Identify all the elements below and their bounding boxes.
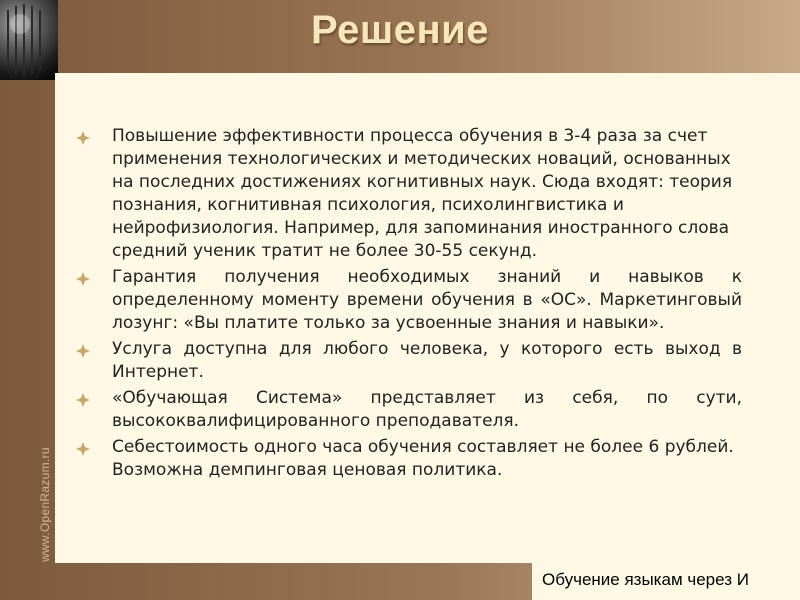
footer-panel [532, 563, 800, 600]
bullet-text: «Обучающая Система» представляет из себя, по сути, высококвалифицированного преподавателя. [112, 388, 742, 431]
list-item [76, 436, 742, 482]
diamond-bullet-icon [76, 272, 90, 286]
diamond-bullet-icon [76, 344, 90, 358]
slide-title: Решение [310, 8, 489, 52]
list-item [76, 338, 742, 384]
list-item [76, 266, 742, 335]
bullet-text: Повышение эффективности процесса обучения в 3-4 раза за счет применения технологических и методических новаций, основанных на последних достижениях когнитивных наук. Сюда входят: теория познания, когнитивная психология, психолингвистика и нейрофизиология. Например, для запоминания иностранного слова средний ученик тратит не более 30-55 секунд. [112, 126, 733, 261]
bullet-text: Услуга доступна для любого человека, у которого есть выход в Интернет. [112, 339, 742, 382]
list-item [76, 387, 742, 433]
footer-text: Обучение языкам через И [542, 570, 749, 589]
bullet-text: Себестоимость одного часа обучения составляет не более 6 рублей. Возможна демпинговая ценовая политика. [112, 437, 734, 480]
watermark-url: www.OpenRazum.ru [38, 447, 52, 562]
bullet-list [76, 125, 742, 485]
diamond-bullet-icon [76, 442, 90, 456]
list-item [76, 125, 742, 263]
diamond-bullet-icon [76, 131, 90, 145]
bullet-text: Гарантия получения необходимых знаний и навыков к определенному моменту времени обучения в «ОС». Маркетинговый лозунг: «Вы платите только за усвоенные знания и навыки». [112, 267, 742, 333]
diamond-bullet-icon [76, 393, 90, 407]
